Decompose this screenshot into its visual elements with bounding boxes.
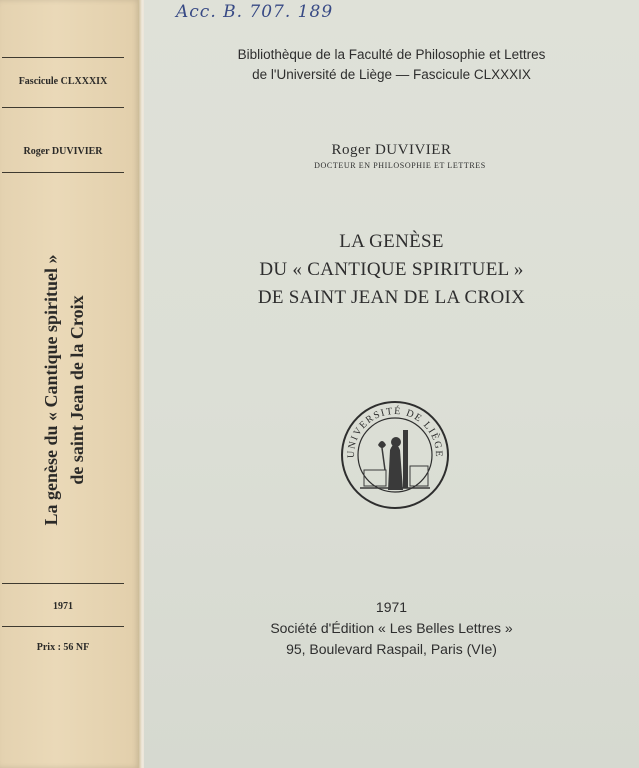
publication-year: 1971 (375, 599, 408, 615)
publisher-address: 95, Boulevard Raspail, Paris (VIe) (286, 641, 497, 657)
spine-title-line2: de saint Jean de la Croix (67, 295, 87, 485)
spine-rule (2, 172, 124, 173)
series-line2: de l'Université de Liège — Fascicule CLXXXIX (252, 67, 531, 82)
spine-price: Prix : 56 NF (36, 642, 90, 653)
spine-rule (2, 626, 124, 627)
spine-rule (2, 583, 124, 584)
series-line1: Bibliothèque de la Faculté de Philosophie et Lettres (237, 47, 546, 62)
spine-fascicle: Fascicule CLXXXIX (18, 76, 108, 87)
book-title (144, 228, 639, 312)
seal-inscription: UNIVERSITÉ DE LIÈGE (345, 405, 445, 459)
spine-author: Roger DUVIVIER (23, 146, 103, 157)
title-line2: DU « CANTIQUE SPIRITUEL » (259, 259, 524, 280)
cover-author: Roger DUVIVIER (331, 142, 452, 158)
spine-year: 1971 (53, 601, 73, 612)
spine-title-line1: La genèse du « Cantique spirituel » (41, 254, 61, 526)
series-heading (144, 45, 639, 85)
spine-rule (2, 107, 124, 108)
author-degree: DOCTEUR EN PHILOSOPHIE ET LETTRES (314, 161, 486, 170)
publication-info (144, 597, 639, 660)
spine-rule (2, 57, 124, 58)
title-line3: DE SAINT JEAN DE LA CROIX (257, 287, 526, 308)
university-seal (340, 400, 450, 510)
title-line1: LA GENÈSE (339, 231, 444, 252)
handwritten-accession-note: Acc. B. 707. 189 (176, 2, 334, 22)
spine-title (38, 254, 90, 525)
publisher-name: Société d'Édition « Les Belles Lettres » (270, 620, 513, 636)
